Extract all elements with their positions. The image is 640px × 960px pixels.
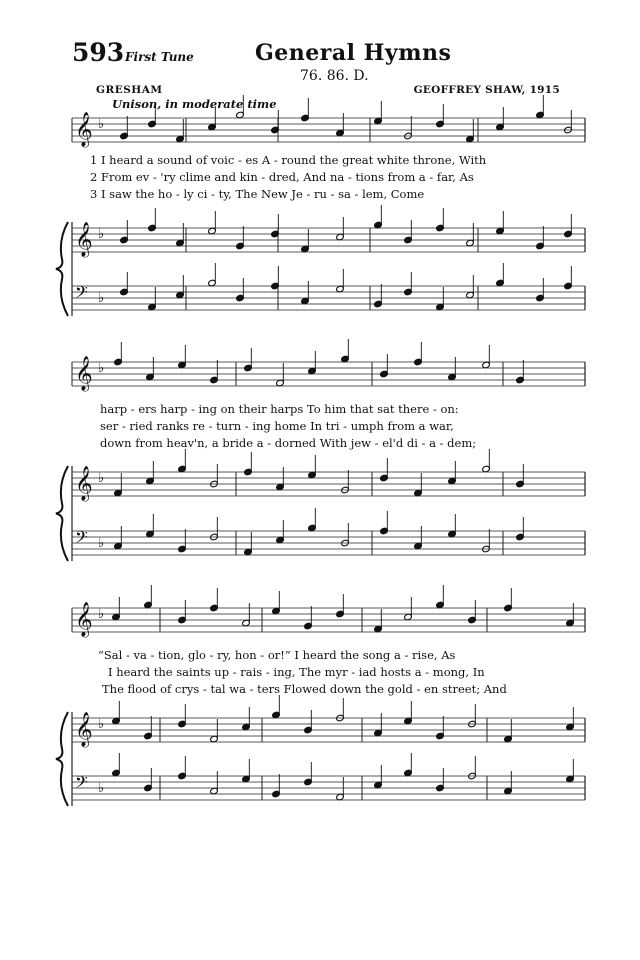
flat-key-signature-icon: ♭ (98, 536, 105, 551)
lyric-line-s2-v2: ser - ried ranks re - turn - ing home In tri - umph from a war, (100, 419, 454, 433)
flat-key-signature-icon: ♭ (98, 117, 105, 132)
treble-clef-icon: 𝄞 (75, 222, 93, 257)
flat-key-signature-icon: ♭ (98, 781, 105, 796)
tune-label: First Tune (125, 50, 194, 64)
treble-clef-icon: 𝄞 (75, 356, 93, 391)
lyric-line-s3-v3: The flood of crys - tal wa - ters Flowed down the gold - en street; And (102, 682, 507, 696)
page-title: General Hymns (255, 40, 452, 66)
system-brace (56, 712, 68, 806)
lyric-line-s2-v1: harp - ers harp - ing on their harps To him that sat there - on: (100, 402, 459, 416)
lyric-line-s1-v3: 3 I saw the ho - ly ci - ty, The New Je - ru - sa - lem, Come (90, 187, 425, 201)
flat-key-signature-icon: ♭ (98, 607, 105, 622)
lyric-line-s3-v1: “Sal - va - tion, glo - ry, hon - or!” I heard the song a - rise, As (98, 648, 456, 662)
flat-key-signature-icon: ♭ (98, 227, 105, 242)
bass-clef-icon: 𝄢 (75, 527, 88, 551)
lyric-line-s1-v2: 2 From ev - 'ry clime and kin - dred, And na - tions from a - far, As (90, 170, 474, 184)
meter: 76. 86. D. (300, 68, 369, 84)
system-brace (56, 222, 68, 316)
lyric-line-s2-v3: down from heav'n, a bride a - dorned With jew - el'd di - a - dem; (100, 436, 477, 450)
treble-clef-icon: 𝄞 (75, 602, 93, 637)
composer: GEOFFREY SHAW, 1915 (413, 84, 560, 96)
treble-clef-icon: 𝄞 (75, 112, 93, 147)
lyric-line-s3-v2: I heard the saints up - rais - ing, The myr - iad hosts a - mong, In (108, 665, 485, 679)
treble-clef-icon: 𝄞 (75, 712, 93, 747)
hymn-number: 593 (72, 38, 125, 67)
bass-clef-icon: 𝄢 (75, 772, 88, 796)
tune-name: GRESHAM (96, 84, 163, 96)
flat-key-signature-icon: ♭ (98, 361, 105, 376)
treble-clef-icon: 𝄞 (75, 466, 93, 501)
flat-key-signature-icon: ♭ (98, 717, 105, 732)
flat-key-signature-icon: ♭ (98, 291, 105, 306)
system-brace (56, 466, 68, 561)
flat-key-signature-icon: ♭ (98, 471, 105, 486)
bass-clef-icon: 𝄢 (75, 282, 88, 306)
lyric-line-s1-v1: 1 I heard a sound of voic - es A - round the great white throne, With (90, 153, 487, 167)
tempo-marking: Unison, in moderate time (112, 97, 277, 111)
